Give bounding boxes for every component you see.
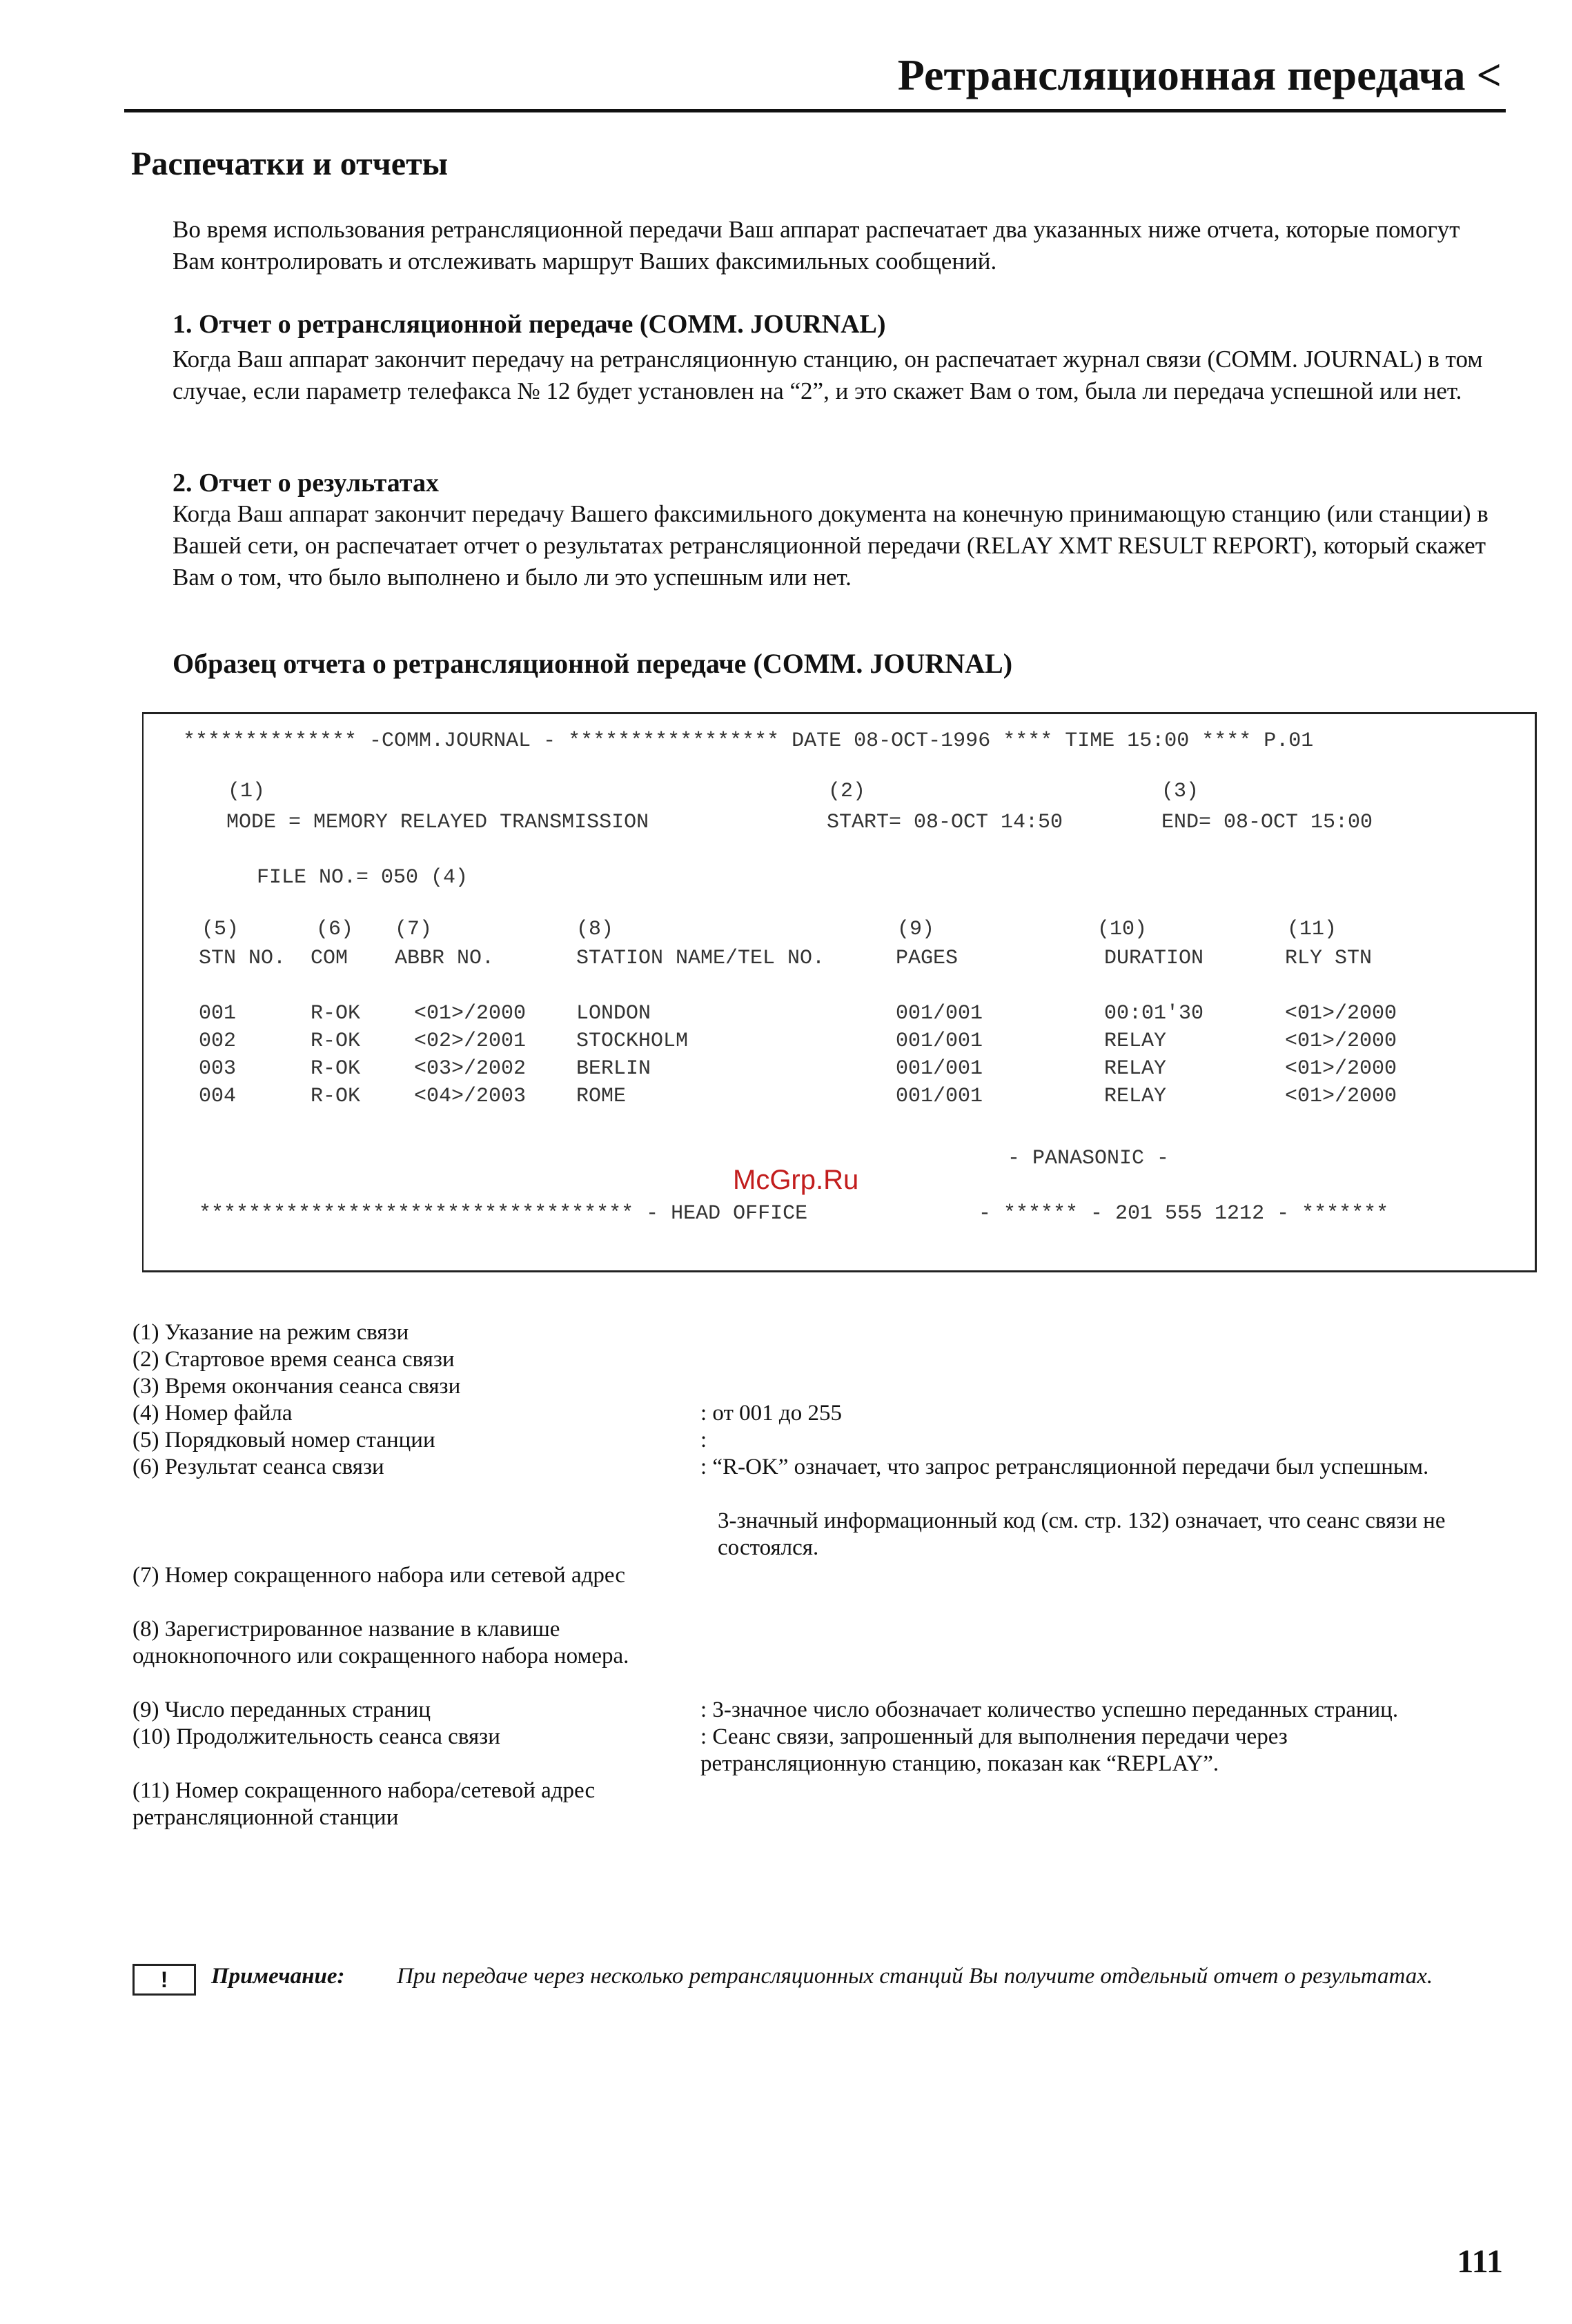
- watermark: McGrp.Ru: [733, 1165, 859, 1195]
- journal-marker-start: (2): [828, 780, 866, 803]
- column-header: PAGES: [896, 947, 959, 970]
- row-3-stn: 003: [199, 1057, 237, 1081]
- report1-heading: 1. Отчет о ретрансляционной передаче (COMM. JOURNAL): [173, 310, 886, 339]
- journal-company: - PANASONIC -: [1008, 1147, 1170, 1170]
- row-4-abbr: <04>/2003: [414, 1085, 527, 1108]
- report2-heading: 2. Отчет о результатах: [173, 469, 439, 498]
- row-1-com: R-OK: [311, 1002, 361, 1025]
- legend-item-5: (5) Порядковый номер станции: [132, 1428, 435, 1452]
- arrow-left-icon: <: [1476, 50, 1502, 99]
- column-marker: (7): [395, 918, 433, 941]
- row-2-pages: 001/001: [896, 1030, 983, 1053]
- legend-item-4: (4) Номер файла: [132, 1401, 293, 1426]
- row-3-abbr: <03>/2002: [414, 1057, 527, 1081]
- row-4-stn: 004: [199, 1085, 237, 1108]
- intro-paragraph: Во время использования ретрансляционной передачи Ваш аппарат распечатает два указанных ниже отчета, которые помогут Вам контролировать и отслеживать маршрут Ваших факсимильных сообщений.: [173, 216, 1460, 275]
- row-4-rly-stn: <01>/2000: [1285, 1085, 1397, 1108]
- legend-desc-station: :: [700, 1428, 707, 1452]
- row-4-station: ROME: [576, 1085, 627, 1108]
- legend-item-1: (1) Указание на режим связи: [132, 1320, 409, 1345]
- journal-marker-mode: (1): [228, 780, 266, 803]
- legend-item-7: (7) Номер сокращенного набора или сетевой адрес: [132, 1563, 625, 1588]
- column-header: ABBR NO.: [395, 947, 495, 970]
- row-3-rly-stn: <01>/2000: [1285, 1057, 1397, 1081]
- journal-footer-left: *********************************** - HEAD OFFICE: [199, 1202, 808, 1225]
- journal-header-line: ************** -COMM.JOURNAL - ***************** DATE 08-OCT-1996 **** TIME 15:00 **** P.01: [183, 729, 1314, 753]
- header-title-text: Ретрансляционная передача: [897, 50, 1466, 99]
- row-3-pages: 001/001: [896, 1057, 983, 1081]
- row-3-duration: RELAY: [1104, 1057, 1167, 1081]
- legend-item-9: (9) Число переданных страниц: [132, 1697, 431, 1722]
- column-marker: (11): [1287, 918, 1337, 941]
- column-header: COM: [311, 947, 348, 970]
- legend-item-11: (11) Номер сокращенного набора/сетевой адрес ретрансляционной станции: [132, 1778, 596, 1830]
- row-2-duration: RELAY: [1104, 1030, 1167, 1053]
- row-1-abbr: <01>/2000: [414, 1002, 527, 1025]
- journal-end: END= 08-OCT 15:00: [1161, 811, 1373, 834]
- row-1-duration: 00:01'30: [1104, 1002, 1204, 1025]
- note-label: Примечание:: [211, 1964, 345, 1989]
- row-1-stn: 001: [199, 1002, 237, 1025]
- page-number: 111: [1457, 2243, 1503, 2280]
- legend-desc-duration: : Сеанс связи, запрошенный для выполнения передачи через ретрансляционную станцию, показан как “REPLAY”.: [700, 1724, 1288, 1776]
- legend-desc-pages: : 3-значное число обозначает количество успешно переданных страниц.: [700, 1697, 1399, 1722]
- journal-footer-right: - ****** - 201 555 1212 - *******: [979, 1202, 1389, 1225]
- column-marker: (5): [202, 918, 239, 941]
- row-4-pages: 001/001: [896, 1085, 983, 1108]
- row-2-abbr: <02>/2001: [414, 1030, 527, 1053]
- legend-desc-result-extra: 3-значный информационный код (см. стр. 132) означает, что сеанс связи не состоялся.: [718, 1508, 1446, 1560]
- legend-item-3: (3) Время окончания сеанса связи: [132, 1374, 461, 1399]
- row-2-stn: 002: [199, 1030, 237, 1053]
- legend-item-8: (8) Зарегистрированное название в клавише однокнопочного или сокращенного набора номера.: [132, 1617, 629, 1668]
- row-2-rly-stn: <01>/2000: [1285, 1030, 1397, 1053]
- column-marker: (6): [316, 918, 354, 941]
- row-3-station: BERLIN: [576, 1057, 651, 1081]
- sample-heading: Образец отчета о ретрансляционной передаче (COMM. JOURNAL): [173, 648, 1013, 679]
- column-header: STATION NAME/TEL NO.: [576, 947, 825, 970]
- note-exclamation-icon: !: [132, 1964, 196, 1996]
- legend-desc-file: : от 001 до 255: [700, 1401, 842, 1426]
- column-marker: (10): [1097, 918, 1148, 941]
- report2-paragraph: Когда Ваш аппарат закончит передачу Вашего факсимильного документа на конечную принимающую станцию (или станции) в Вашей сети, он распечатает отчет о результатах ретрансляционной передачи (RELAY XMT RESULT REPORT), который скажет Вам о том, что было выполнено и было ли это успешным или нет.: [173, 500, 1489, 591]
- row-2-com: R-OK: [311, 1030, 361, 1053]
- journal-start: START= 08-OCT 14:50: [827, 811, 1063, 834]
- column-marker: (9): [897, 918, 935, 941]
- row-3-com: R-OK: [311, 1057, 361, 1081]
- row-1-pages: 001/001: [896, 1002, 983, 1025]
- header-rule: [124, 109, 1506, 112]
- journal-file-no: FILE NO.= 050 (4): [257, 866, 469, 889]
- legend-item-10: (10) Продолжительность сеанса связи: [132, 1724, 500, 1749]
- row-1-station: LONDON: [576, 1002, 651, 1025]
- legend-item-2: (2) Стартовое время сеанса связи: [132, 1347, 455, 1372]
- journal-mode: MODE = MEMORY RELAYED TRANSMISSION: [226, 811, 649, 834]
- journal-marker-end: (3): [1161, 780, 1199, 803]
- section-title: Распечатки и отчеты: [131, 146, 449, 182]
- note-text: При передаче через несколько ретрансляционных станций Вы получите отдельный отчет о результатах.: [397, 1964, 1433, 1989]
- column-header: DURATION: [1104, 947, 1204, 970]
- legend-desc-result: : “R-OK” означает, что запрос ретрансляционной передачи был успешным.: [700, 1455, 1429, 1479]
- page-header-title: [898, 50, 1502, 101]
- column-marker: (8): [576, 918, 614, 941]
- row-2-station: STOCKHOLM: [576, 1030, 689, 1053]
- column-header: STN NO.: [199, 947, 286, 970]
- legend-item-6: (6) Результат сеанса связи: [132, 1455, 384, 1479]
- column-header: RLY STN: [1285, 947, 1373, 970]
- row-4-duration: RELAY: [1104, 1085, 1167, 1108]
- report1-paragraph: Когда Ваш аппарат закончит передачу на ретрансляционную станцию, он распечатает журнал связи (COMM. JOURNAL) в том случае, если параметр телефакса № 12 будет установлен на “2”, и это скажет Вам о том, была ли передача успешной или нет.: [173, 346, 1483, 404]
- row-1-rly-stn: <01>/2000: [1285, 1002, 1397, 1025]
- row-4-com: R-OK: [311, 1085, 361, 1108]
